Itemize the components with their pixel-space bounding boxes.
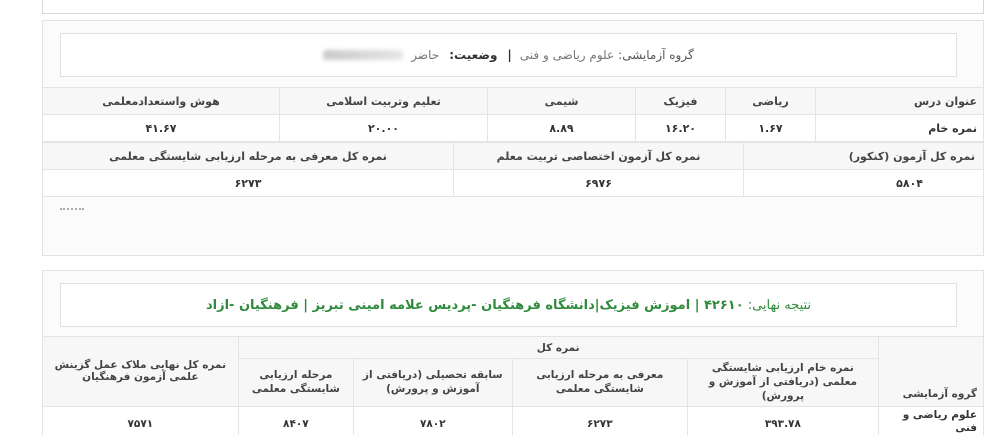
raw-score-chemistry: ۸.۸۹	[488, 115, 636, 142]
final-competency-stage-value: ۸۴۰۷	[238, 406, 353, 435]
raw-score-talent: ۴۱.۶۷	[43, 115, 280, 142]
total-specialized-value: ۶۹۷۶	[454, 170, 744, 197]
raw-score-label: نمره خام	[816, 115, 984, 142]
raw-score-math: ۱.۶۷	[726, 115, 816, 142]
group-value: علوم ریاضی و فنی	[519, 48, 615, 62]
raw-score-islamic-education: ۲۰.۰۰	[280, 115, 488, 142]
exam-group-status-box	[60, 33, 957, 77]
status-label: وضعیت:	[449, 48, 498, 62]
status-separator: |	[507, 48, 512, 62]
total-specialized-label: نمره کل آزمون اختصاصی تربیت معلم	[454, 143, 744, 170]
total-konkur-value: ۵۸۰۴	[744, 170, 984, 197]
final-result-box	[60, 283, 957, 327]
final-scores-table	[42, 336, 984, 435]
final-header-row-1	[43, 337, 984, 359]
col-raw-competency: نمره خام ارزیابی شایستگی معلمی (دریافتی از آموزش و پرورش)	[688, 359, 879, 407]
col-introduction: معرفی به مرحله ارزیابی شایستگی معلمی	[512, 359, 688, 407]
final-introduction-value: ۶۲۷۳	[512, 406, 688, 435]
final-group-value: علوم ریاضی و فنی	[878, 406, 983, 435]
total-konkur-label: نمره کل آزمون (کنکور)	[744, 143, 984, 170]
total-scores-table	[42, 142, 984, 197]
final-result-text: ۴۲۶۱۰ | اموزش فیزیک|دانشگاه فرهنگیان -پردیس علامه امینی تبریز | فرهنگیان -ازاد	[205, 297, 744, 313]
col-competency-stage: مرحله ارزیابی شایستگی معلمی	[238, 359, 353, 407]
total-scores-header-row	[43, 143, 984, 170]
top-panel-edge	[42, 0, 984, 14]
col-chemistry: شیمی	[488, 88, 636, 115]
status-value: حاضر	[411, 48, 440, 62]
col-talent: هوش واستعدادمعلمی	[43, 88, 280, 115]
raw-score-physics: ۱۶.۲۰	[636, 115, 726, 142]
col-total-score-span: نمره کل	[238, 337, 878, 359]
redacted-name	[323, 50, 403, 60]
col-final-total: نمره کل نهایی ملاک عمل گزینش علمی آزمون فرهنگیان	[43, 337, 239, 407]
col-islamic-education: تعلیم وتربیت اسلامی	[280, 88, 488, 115]
col-physics: فیزیک	[636, 88, 726, 115]
raw-scores-row	[43, 115, 984, 142]
group-label: گروه آزمایشی:	[618, 48, 694, 62]
scroll-hint-dots	[60, 208, 84, 214]
total-introduction-label: نمره کل معرفی به مرحله ارزیابی شایستگی معلمی	[43, 143, 454, 170]
final-result-label: نتیجه نهایی:	[747, 297, 812, 313]
col-math: ریاضی	[726, 88, 816, 115]
col-exam-group: گروه آزمایشی	[878, 337, 983, 407]
raw-scores-header-row	[43, 88, 984, 115]
final-academic-record-value: ۷۸۰۲	[354, 406, 513, 435]
final-total-value: ۷۵۷۱	[43, 406, 239, 435]
final-data-row	[43, 406, 984, 435]
total-scores-row	[43, 170, 984, 197]
col-subject-title: عنوان درس	[816, 88, 984, 115]
raw-scores-table	[42, 87, 984, 142]
final-raw-competency-value: ۳۹۳.۷۸	[688, 406, 879, 435]
col-academic-record: سابقه تحصیلی (دریافتی از آموزش و پرورش)	[354, 359, 513, 407]
total-introduction-value: ۶۲۷۳	[43, 170, 454, 197]
